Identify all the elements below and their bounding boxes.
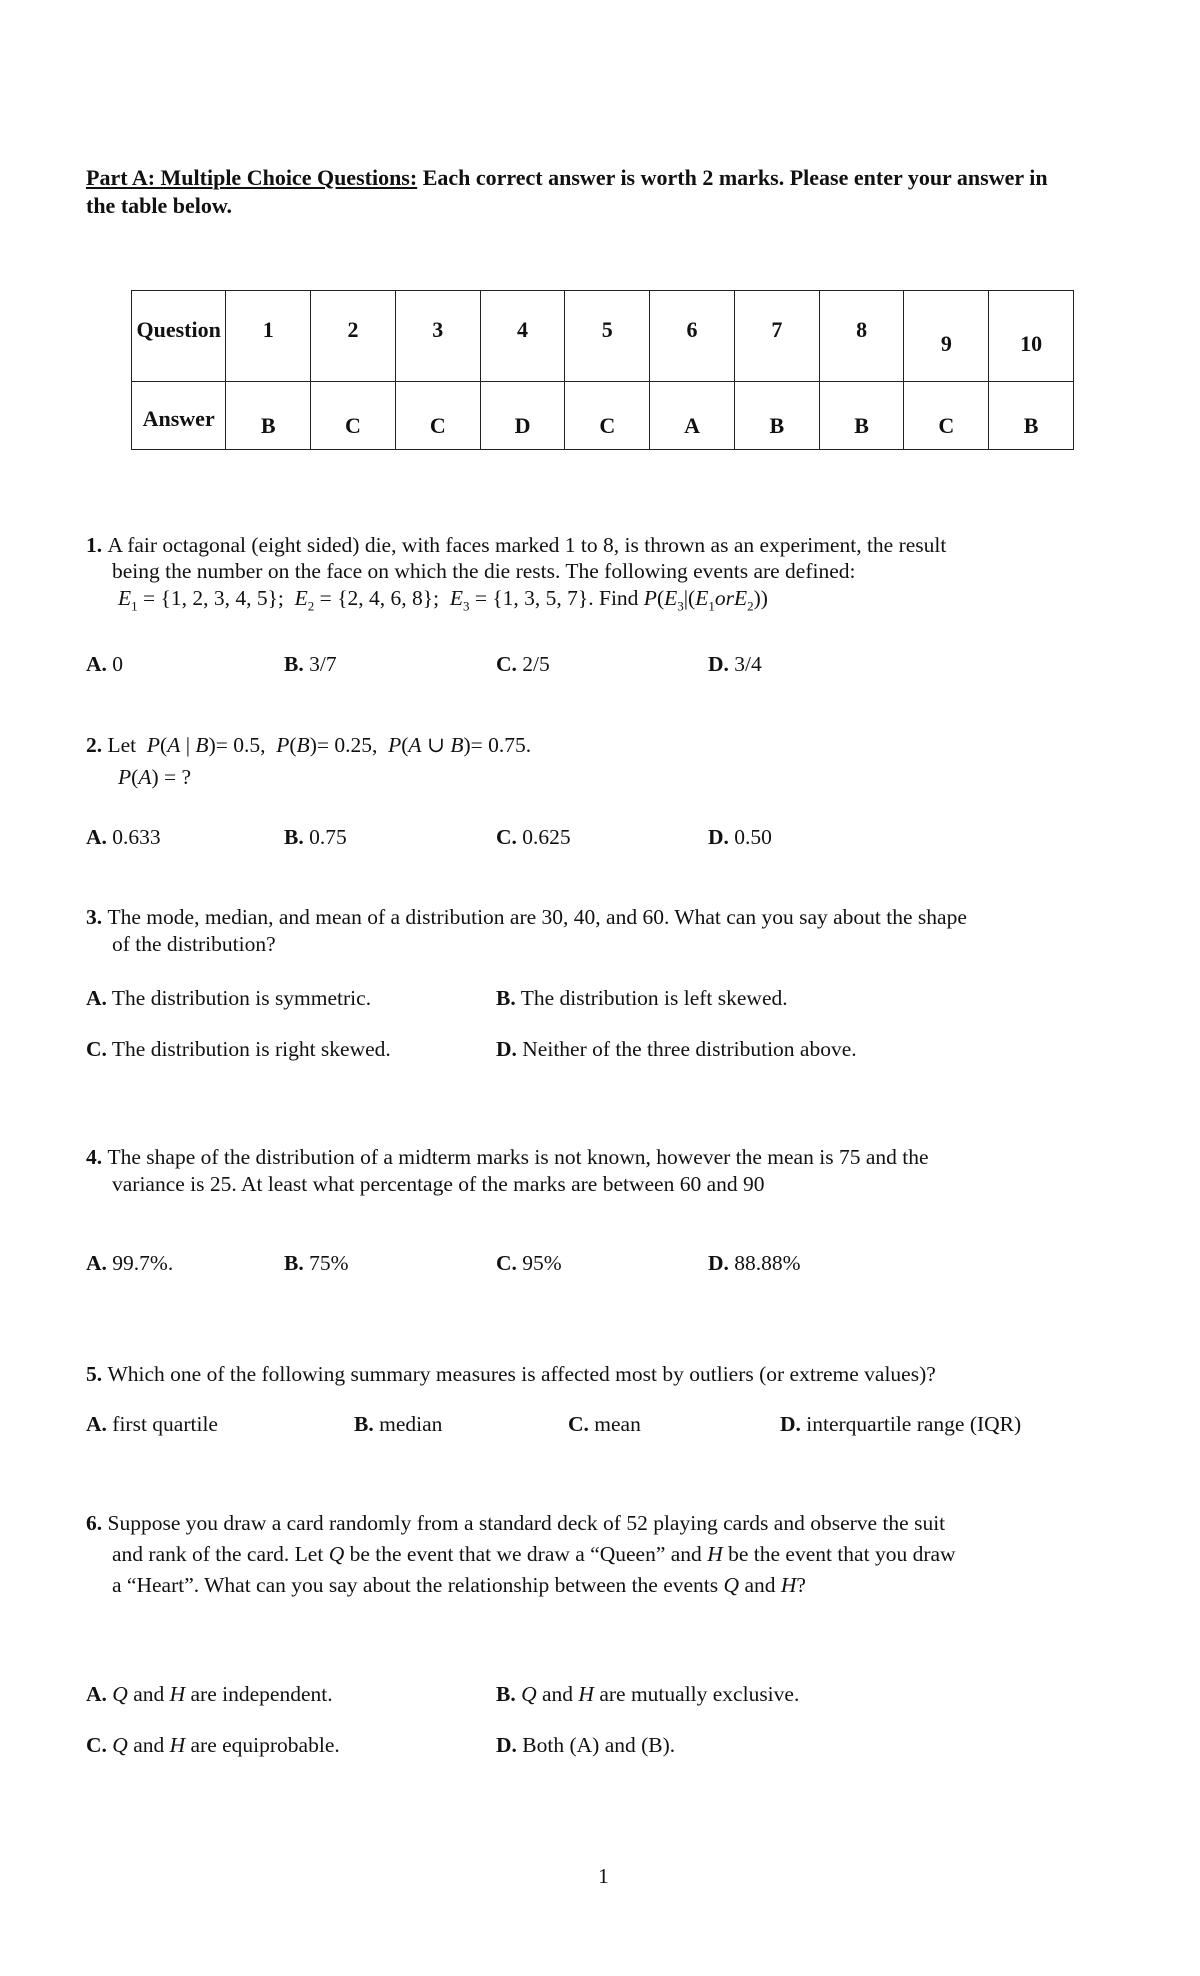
q1-option-b[interactable] [284, 652, 337, 677]
option-letter: C. [496, 652, 517, 676]
q5-option-a[interactable] [86, 1412, 218, 1437]
answer-cell[interactable]: A [650, 381, 735, 449]
q2-option-b[interactable] [284, 825, 347, 850]
question-2-line1: 2. Let P(A | B)= 0.5, P(B)= 0.25, P(A ∪ B)= 0.75. [86, 733, 532, 757]
answer-row [132, 381, 1074, 449]
answer-cell[interactable]: C [904, 381, 989, 449]
question-6-line1 [86, 1510, 945, 1537]
answer-row-label: Answer [132, 381, 226, 449]
q4-option-b[interactable] [284, 1251, 349, 1276]
p-a: ? [181, 765, 192, 789]
answer-cell[interactable]: C [395, 381, 480, 449]
option-letter: C. [496, 825, 517, 849]
question-text: The mode, median, and mean of a distribution are 30, 40, and 60. What can you say about the shape [107, 905, 967, 929]
option-letter: C. [86, 1733, 107, 1757]
answer-cell[interactable]: D [480, 381, 565, 449]
question-number: 1. [86, 533, 103, 557]
event-q: Q [112, 1733, 128, 1757]
page-number: 1 [598, 1864, 609, 1888]
question-text: Which one of the following summary measures is affected most by outliers (or extreme values)? [107, 1362, 936, 1386]
question-text: be the event that we draw a “Queen” and [349, 1542, 702, 1566]
event-q: Q [112, 1682, 128, 1706]
event-q: Q [521, 1682, 537, 1706]
q5-option-c[interactable] [568, 1412, 641, 1437]
question-text: a “Heart”. What can you say about the relationship between the events [112, 1573, 719, 1597]
option-letter: D. [496, 1733, 517, 1757]
answer-cell[interactable]: B [989, 381, 1074, 449]
option-text: 0.625 [522, 825, 571, 849]
option-text: 0.75 [309, 825, 347, 849]
option-letter: D. [708, 652, 729, 676]
question-5-line1 [86, 1361, 936, 1388]
option-letter: D. [708, 825, 729, 849]
option-text: 95% [522, 1251, 562, 1275]
event-e1: {1, 2, 3, 4, 5} [160, 586, 278, 610]
q6-option-a[interactable]: A. Q and H are independent. [86, 1682, 333, 1706]
option-text: 3/4 [734, 652, 762, 676]
option-letter: C. [86, 1037, 107, 1061]
option-text: 99.7%. [112, 1251, 174, 1275]
answer-cell[interactable]: B [226, 381, 311, 449]
event-h: H [780, 1573, 797, 1597]
option-text: Neither of the three distribution above. [522, 1037, 857, 1061]
question-cell: 9 [904, 291, 989, 382]
event-h: H [169, 1682, 186, 1706]
option-letter: A. [86, 825, 107, 849]
option-letter: A. [86, 1682, 107, 1706]
question-number: 3. [86, 905, 103, 929]
q3-option-b[interactable] [496, 986, 788, 1011]
option-text: first quartile [112, 1412, 218, 1436]
option-letter: B. [284, 825, 304, 849]
q3-option-a[interactable] [86, 986, 371, 1011]
option-letter: A. [86, 1412, 107, 1436]
answer-cell[interactable]: C [311, 381, 396, 449]
let-label: Let [107, 733, 137, 757]
option-text: The distribution is right skewed. [111, 1037, 391, 1061]
option-letter: B. [284, 652, 304, 676]
option-letter: A. [86, 1251, 107, 1275]
option-text: 0.633 [112, 825, 161, 849]
question-text: be the event that you draw [728, 1542, 956, 1566]
event-q: Q [328, 1542, 345, 1566]
q2-option-a[interactable] [86, 825, 161, 850]
option-letter: C. [568, 1412, 589, 1436]
option-text: The distribution is symmetric. [111, 986, 372, 1010]
question-text: and rank of the card. Let [112, 1542, 324, 1566]
question-3-line1 [86, 904, 967, 931]
question-1-line1 [86, 532, 946, 559]
question-number: 6. [86, 1511, 103, 1535]
event-e3: {1, 3, 5, 7} [492, 586, 589, 610]
question-1-line2: being the number on the face on which the die rests. The following events are defined: [112, 559, 856, 583]
question-number: 5. [86, 1362, 103, 1386]
find-label: Find [598, 586, 639, 610]
option-text: interquartile range (IQR) [806, 1412, 1022, 1436]
option-text: 0.50 [734, 825, 772, 849]
question-text: Suppose you draw a card randomly from a standard deck of 52 playing cards and observe the suit [107, 1511, 946, 1535]
option-letter: D. [780, 1412, 801, 1436]
question-6-line2 [112, 1541, 956, 1568]
option-letter: B. [496, 986, 516, 1010]
question-cell: 8 [819, 291, 904, 382]
section-header [86, 164, 1066, 220]
event-h: H [707, 1542, 723, 1566]
option-text: are mutually exclusive. [599, 1682, 800, 1706]
option-text: 75% [309, 1251, 349, 1275]
option-text: The distribution is left skewed. [520, 986, 788, 1010]
question-3-line2: of the distribution? [112, 932, 276, 956]
question-row-label: Question [132, 291, 226, 382]
q1-option-c[interactable] [496, 652, 550, 677]
answer-cell[interactable]: B [819, 381, 904, 449]
event-e2: {2, 4, 6, 8} [337, 586, 434, 610]
question-cell: 7 [734, 291, 819, 382]
answer-cell[interactable]: C [565, 381, 650, 449]
answer-table [131, 290, 1074, 450]
q6-option-d[interactable] [496, 1733, 675, 1758]
q2-option-d[interactable] [708, 825, 772, 850]
option-text: 88.88% [734, 1251, 801, 1275]
question-text: and [744, 1573, 776, 1597]
question-cell: 5 [565, 291, 650, 382]
question-4-line1 [86, 1144, 929, 1171]
q4-option-c[interactable] [496, 1251, 562, 1276]
option-text: Both (A) and (B). [522, 1733, 676, 1757]
question-6-line3: a “Heart”. What can you say about the relationship between the events Q and H? [112, 1573, 806, 1597]
question-text: A fair octagonal (eight sided) die, with faces marked 1 to 8, is thrown as an experiment, the result [107, 533, 947, 557]
q3-option-c[interactable] [86, 1037, 391, 1062]
option-text: 0 [112, 652, 124, 676]
option-letter: D. [496, 1037, 517, 1061]
q1-option-d[interactable] [708, 652, 762, 677]
q5-option-d[interactable] [780, 1412, 1021, 1437]
option-text: 2/5 [522, 652, 550, 676]
option-letter: B. [496, 1682, 516, 1706]
answer-cell[interactable]: B [734, 381, 819, 449]
question-2-line2: P(A) = ? [118, 765, 192, 789]
question-number: 4. [86, 1145, 103, 1169]
question-number: 2. [86, 733, 103, 757]
q6-option-b[interactable]: B. Q and H are mutually exclusive. [496, 1682, 800, 1706]
question-cell: 4 [480, 291, 565, 382]
option-text: mean [594, 1412, 641, 1436]
p-a-union-b: 0.75. [488, 733, 532, 757]
option-text: median [379, 1412, 443, 1436]
question-row [132, 291, 1074, 382]
p-a-given-b: 0.5, [233, 733, 266, 757]
q3-option-d[interactable] [496, 1037, 857, 1062]
option-letter: B. [284, 1251, 304, 1275]
q2-option-c[interactable] [496, 825, 571, 850]
event-q: Q [723, 1573, 740, 1597]
option-letter: B. [354, 1412, 374, 1436]
question-cell: 2 [311, 291, 396, 382]
question-4-line2: variance is 25. At least what percentage of the marks are between 60 and 90 [112, 1172, 765, 1196]
option-text: 3/7 [309, 652, 337, 676]
question-cell: 6 [650, 291, 735, 382]
question-cell: 3 [395, 291, 480, 382]
option-letter: C. [496, 1251, 517, 1275]
event-h: H [169, 1733, 186, 1757]
q1-option-a[interactable] [86, 652, 123, 677]
question-cell: 1 [226, 291, 311, 382]
q4-option-d[interactable] [708, 1251, 801, 1276]
q4-option-a[interactable] [86, 1251, 173, 1276]
p-b: 0.25, [334, 733, 378, 757]
section-title: Part A: Multiple Choice Questions: [86, 165, 418, 190]
option-letter: A. [86, 986, 107, 1010]
option-letter: A. [86, 652, 107, 676]
option-text: are independent. [190, 1682, 333, 1706]
q5-option-b[interactable] [354, 1412, 442, 1437]
option-letter: D. [708, 1251, 729, 1275]
section-instructions: Each correct answer is worth 2 marks. Please enter your answer in the table below. [86, 165, 1048, 218]
question-1-formula: $E_1 = \{1$, 2, 3, 4, 5}; $E_2 = \{2$, 4, 6, 8}; $E_3 = \{1$, 3, 5, 7}. Find $P(E_3|(E_1orE_2))$ [118, 586, 768, 614]
option-text: are equiprobable. [190, 1733, 340, 1757]
question-cell: 10 [989, 291, 1074, 382]
q6-option-c[interactable]: C. Q and H are equiprobable. [86, 1733, 340, 1757]
question-text: The shape of the distribution of a midterm marks is not known, however the mean is 75 and the [107, 1145, 929, 1169]
event-h: H [578, 1682, 594, 1706]
